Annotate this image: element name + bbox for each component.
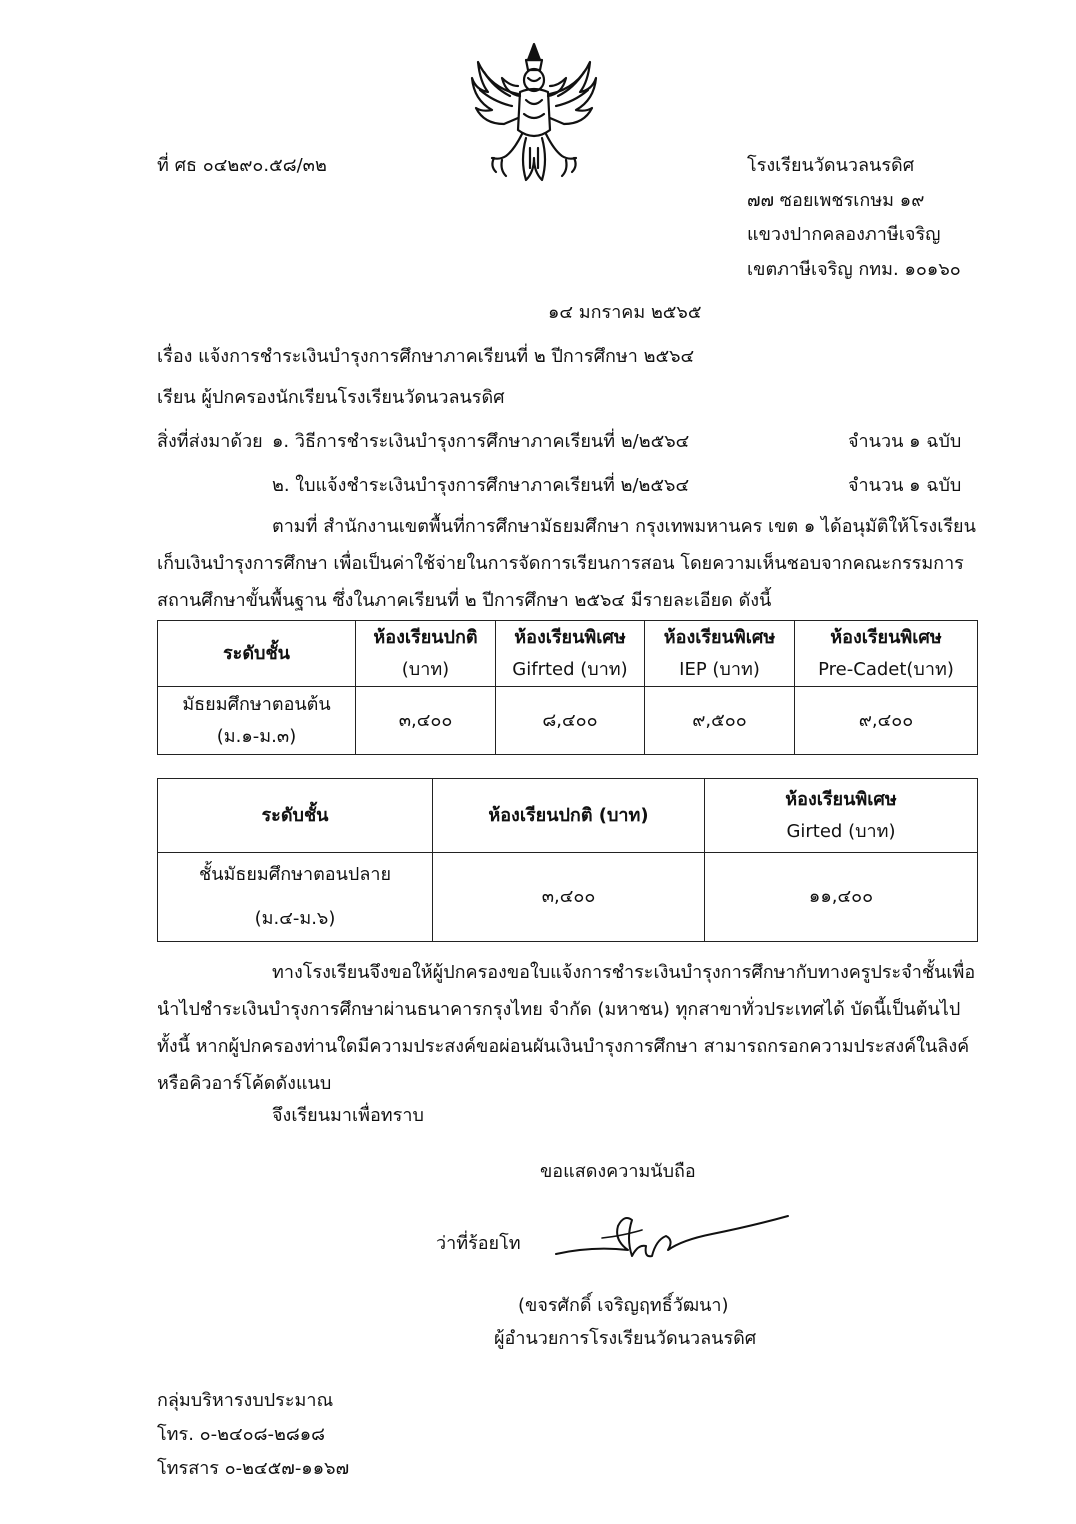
fee-cell: ๘,๔๐๐ (496, 687, 645, 755)
body-paragraph-1 (157, 508, 977, 619)
body-paragraph-2 (157, 954, 977, 1102)
level-cell: ชั้นมัธยมศึกษาตอนปลาย (ม.๔-ม.๖) (158, 853, 433, 942)
letter-date: ๑๔ มกราคม ๒๕๖๕ (548, 302, 702, 323)
reference-number: ที่ ศธ ๐๔๒๙๐.๕๘/๓๒ (157, 155, 327, 176)
signature-image (552, 1210, 792, 1270)
garuda-emblem-icon (470, 38, 598, 188)
signer-rank: ว่าที่ร้อยโท (436, 1233, 521, 1254)
closing-line: จึงเรียนมาเพื่อทราบ (272, 1105, 424, 1126)
fee-cell: ๓,๔๐๐ (356, 687, 496, 755)
header-level: ระดับชั้น (158, 779, 433, 853)
fee-table-upper-secondary (157, 778, 978, 942)
header-gifted: ห้องเรียนพิเศษ Girted (บาท) (705, 779, 978, 853)
enclosure-item-2: ๒. ใบแจ้งชำระเงินบำรุงการศึกษาภาคเรียนที่ ๒/๒๕๖๔ (272, 475, 690, 496)
paragraph-line: เก็บเงินบำรุงการศึกษา เพื่อเป็นค่าใช้จ่ายในการจัดการเรียนการสอน โดยความเห็นชอบจากคณะกรรมการ (157, 553, 964, 574)
signer-position: ผู้อำนวยการโรงเรียนวัดนวลนรดิศ (494, 1328, 757, 1349)
enclosure-qty-1: จำนวน ๑ ฉบับ (848, 431, 962, 452)
table-row (158, 853, 978, 942)
address-line-3: เขตภาษีเจริญ กทม. ๑๐๑๖๐ (747, 259, 961, 280)
school-name: โรงเรียนวัดนวลนรดิศ (747, 155, 915, 176)
enclosures-label: สิ่งที่ส่งมาด้วย (157, 431, 263, 452)
footer-phone: โทร. ๐-๒๔๐๘-๒๘๑๘ (157, 1424, 326, 1445)
header-iep: ห้องเรียนพิเศษ IEP (บาท) (645, 621, 795, 687)
header-gifted: ห้องเรียนพิเศษ Gifrted (บาท) (496, 621, 645, 687)
enclosure-item-1: ๑. วิธีการชำระเงินบำรุงการศึกษาภาคเรียนที่ ๒/๒๕๖๔ (272, 431, 690, 452)
address-line-2: แขวงปากคลองภาษีเจริญ (747, 224, 941, 245)
header-regular: ห้องเรียนปกติ (บาท) (356, 621, 496, 687)
paragraph-line: หรือคิวอาร์โค้ดดังแนบ (157, 1073, 332, 1094)
signer-name: (ขจรศักดิ์ เจริญฤทธิ์วัฒนา) (518, 1295, 729, 1316)
header-regular: ห้องเรียนปกติ (บาท) (433, 779, 705, 853)
fee-cell: ๓,๔๐๐ (433, 853, 705, 942)
fee-table-lower-secondary (157, 620, 978, 755)
letter-recipient: เรียน ผู้ปกครองนักเรียนโรงเรียนวัดนวลนรดิศ (157, 387, 505, 408)
header-level: ระดับชั้น (158, 621, 356, 687)
regards: ขอแสดงความนับถือ (540, 1161, 696, 1182)
paragraph-line: นำไปชำระเงินบำรุงการศึกษาผ่านธนาคารกรุงไทย จำกัด (มหาชน) ทุกสาขาทั่วประเทศได้ บัดนี้เป็นต้นไป (157, 999, 961, 1020)
letter-subject: เรื่อง แจ้งการชำระเงินบำรุงการศึกษาภาคเรียนที่ ๒ ปีการศึกษา ๒๕๖๔ (157, 346, 695, 367)
footer-department: กลุ่มบริหารงบประมาณ (157, 1390, 334, 1411)
address-line-1: ๗๗ ซอยเพชรเกษม ๑๙ (747, 190, 925, 211)
enclosure-qty-2: จำนวน ๑ ฉบับ (848, 475, 962, 496)
fee-cell: ๙,๔๐๐ (795, 687, 978, 755)
table-row (158, 687, 978, 755)
fee-cell: ๑๑,๔๐๐ (705, 853, 978, 942)
paragraph-line: ทั้งนี้ หากผู้ปกครองท่านใดมีความประสงค์ขอผ่อนผันเงินบำรุงการศึกษา สามารถกรอกความประสงค์ในลิงค์ (157, 1036, 970, 1057)
footer-fax: โทรสาร ๐-๒๔๕๗-๑๑๖๗ (157, 1458, 350, 1479)
fee-cell: ๙,๕๐๐ (645, 687, 795, 755)
level-cell: มัธยมศึกษาตอนต้น (ม.๑-ม.๓) (158, 687, 356, 755)
table-header-row (158, 621, 978, 687)
paragraph-line: ทางโรงเรียนจึงขอให้ผู้ปกครองขอใบแจ้งการชำระเงินบำรุงการศึกษากับทางครูประจำชั้นเพื่อ (272, 962, 976, 983)
header-pre-cadet: ห้องเรียนพิเศษ Pre-Cadet(บาท) (795, 621, 978, 687)
paragraph-line: ตามที่ สำนักงานเขตพื้นที่การศึกษามัธยมศึกษา กรุงเทพมหานคร เขต ๑ ได้อนุมัติให้โรงเรียน (272, 516, 976, 537)
paragraph-line: สถานศึกษาขั้นพื้นฐาน ซึ่งในภาคเรียนที่ ๒ ปีการศึกษา ๒๕๖๔ มีรายละเอียด ดังนี้ (157, 590, 772, 611)
table-header-row (158, 779, 978, 853)
